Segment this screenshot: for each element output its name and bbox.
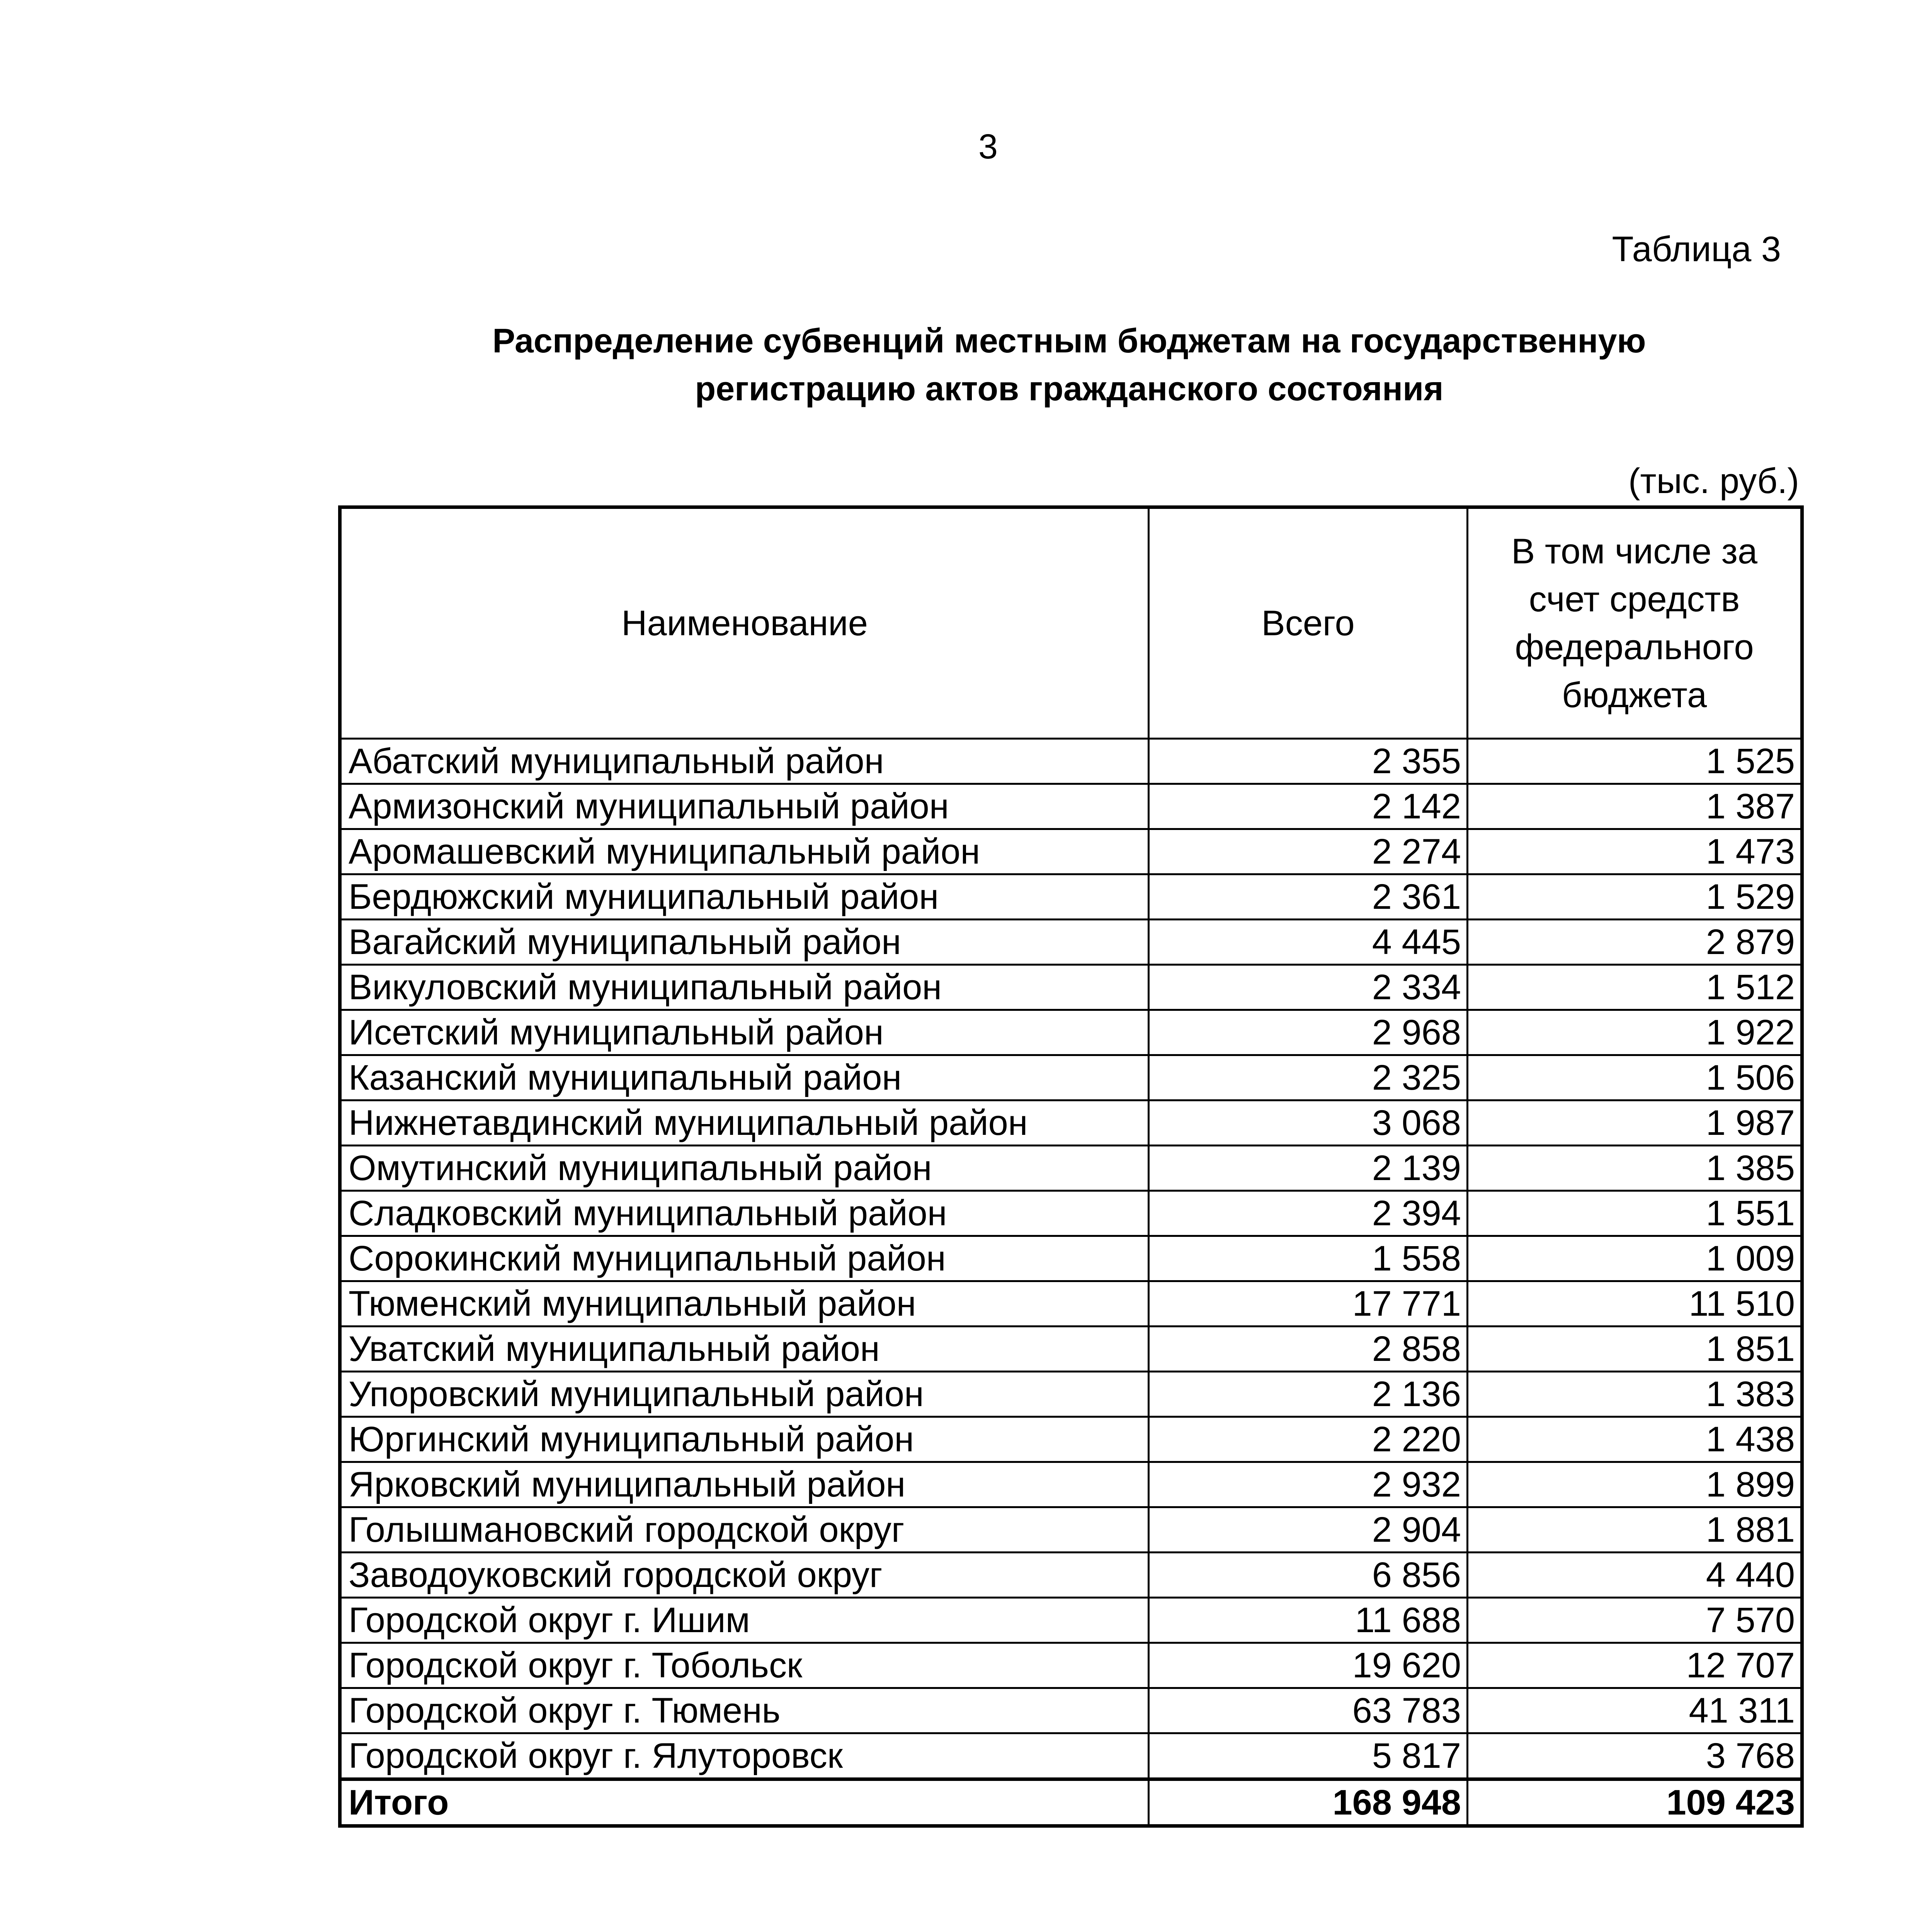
cell-total: 2 361: [1149, 874, 1468, 920]
cell-federal: 1 922: [1468, 1010, 1802, 1055]
cell-federal: 1 851: [1468, 1327, 1802, 1372]
cell-total: 2 142: [1149, 784, 1468, 829]
cell-name: Армизонский муниципальный район: [340, 784, 1149, 829]
cell-federal: 1 529: [1468, 874, 1802, 920]
cell-name: Итого: [340, 1779, 1149, 1826]
cell-name: Городской округ г. Ишим: [340, 1598, 1149, 1643]
cell-federal: 2 879: [1468, 920, 1802, 965]
header-name: Наименование: [340, 507, 1149, 739]
cell-federal: 1 385: [1468, 1146, 1802, 1191]
cell-name: Исетский муниципальный район: [340, 1010, 1149, 1055]
header-row: [340, 507, 1802, 739]
table-row: [340, 784, 1802, 829]
title-line-1: Распределение субвенций местным бюджетам на государственную: [492, 321, 1646, 360]
table-title: [338, 317, 1800, 413]
cell-total: 17 771: [1149, 1281, 1468, 1327]
cell-name: Бердюжский муниципальный район: [340, 874, 1149, 920]
table-row: [340, 1055, 1802, 1100]
table-row: [340, 1507, 1802, 1553]
cell-total: 2 334: [1149, 965, 1468, 1010]
table-row: [340, 1553, 1802, 1598]
cell-total: 2 904: [1149, 1507, 1468, 1553]
header-total: Всего: [1149, 507, 1468, 739]
cell-federal: 12 707: [1468, 1643, 1802, 1688]
cell-name: Юргинский муниципальный район: [340, 1417, 1149, 1462]
cell-federal: 1 383: [1468, 1372, 1802, 1417]
page-number: 3: [978, 128, 998, 166]
units-label: (тыс. руб.): [1628, 461, 1799, 501]
table-row: [340, 920, 1802, 965]
cell-federal: 1 881: [1468, 1507, 1802, 1553]
cell-total: 2 136: [1149, 1372, 1468, 1417]
cell-total: 6 856: [1149, 1553, 1468, 1598]
cell-federal: 1 987: [1468, 1100, 1802, 1146]
table-row: [340, 1643, 1802, 1688]
table-row: [340, 1191, 1802, 1236]
cell-federal: 1 551: [1468, 1191, 1802, 1236]
cell-name: Аромашевский муниципальный район: [340, 829, 1149, 874]
table-row: [340, 1236, 1802, 1281]
cell-name: Уватский муниципальный район: [340, 1327, 1149, 1372]
cell-total: 2 274: [1149, 829, 1468, 874]
cell-total: 4 445: [1149, 920, 1468, 965]
cell-total: 2 355: [1149, 739, 1468, 784]
cell-name: Голышмановский городской округ: [340, 1507, 1149, 1553]
header-federal: В том числе за счет средств федерального бюджета: [1468, 507, 1802, 739]
cell-federal: 1 506: [1468, 1055, 1802, 1100]
cell-federal: 1 525: [1468, 739, 1802, 784]
table-row: [340, 1462, 1802, 1507]
table-row: [340, 874, 1802, 920]
cell-total: 2 932: [1149, 1462, 1468, 1507]
cell-total: 2 968: [1149, 1010, 1468, 1055]
cell-total: 63 783: [1149, 1688, 1468, 1733]
table-row: [340, 1733, 1802, 1779]
cell-name: Городской округ г. Тобольск: [340, 1643, 1149, 1688]
cell-federal: 4 440: [1468, 1553, 1802, 1598]
cell-total: 2 139: [1149, 1146, 1468, 1191]
cell-name: Ярковский муниципальный район: [340, 1462, 1149, 1507]
table-row: [340, 1010, 1802, 1055]
table-row: [340, 1327, 1802, 1372]
table-row: [340, 1146, 1802, 1191]
cell-total: 19 620: [1149, 1643, 1468, 1688]
cell-name: Абатский муниципальный район: [340, 739, 1149, 784]
table-row: [340, 965, 1802, 1010]
cell-name: Казанский муниципальный район: [340, 1055, 1149, 1100]
cell-name: Городской округ г. Ялуторовск: [340, 1733, 1149, 1779]
table-row: [340, 1372, 1802, 1417]
cell-name: Викуловский муниципальный район: [340, 965, 1149, 1010]
cell-name: Сладковский муниципальный район: [340, 1191, 1149, 1236]
cell-federal: 1 473: [1468, 829, 1802, 874]
table-body: [340, 739, 1802, 1826]
cell-total: 2 394: [1149, 1191, 1468, 1236]
cell-federal: 7 570: [1468, 1598, 1802, 1643]
table-label: Таблица 3: [1612, 230, 1781, 269]
cell-name: Городской округ г. Тюмень: [340, 1688, 1149, 1733]
cell-federal: 1 512: [1468, 965, 1802, 1010]
cell-name: Упоровский муниципальный район: [340, 1372, 1149, 1417]
total-row: [340, 1779, 1802, 1826]
cell-name: Тюменский муниципальный район: [340, 1281, 1149, 1327]
cell-federal: 109 423: [1468, 1779, 1802, 1826]
table-row: [340, 1281, 1802, 1327]
table-row: [340, 1417, 1802, 1462]
cell-federal: 1 387: [1468, 784, 1802, 829]
cell-total: 168 948: [1149, 1779, 1468, 1826]
table-row: [340, 1100, 1802, 1146]
table-row: [340, 1688, 1802, 1733]
subventions-table: [338, 505, 1804, 1828]
cell-total: 1 558: [1149, 1236, 1468, 1281]
table-row: [340, 739, 1802, 784]
cell-name: Нижнетавдинский муниципальный район: [340, 1100, 1149, 1146]
cell-total: 3 068: [1149, 1100, 1468, 1146]
cell-federal: 41 311: [1468, 1688, 1802, 1733]
cell-federal: 3 768: [1468, 1733, 1802, 1779]
cell-name: Заводоуковский городской округ: [340, 1553, 1149, 1598]
cell-total: 2 325: [1149, 1055, 1468, 1100]
cell-name: Омутинский муниципальный район: [340, 1146, 1149, 1191]
cell-name: Сорокинский муниципальный район: [340, 1236, 1149, 1281]
cell-total: 5 817: [1149, 1733, 1468, 1779]
cell-federal: 1 899: [1468, 1462, 1802, 1507]
cell-total: 2 858: [1149, 1327, 1468, 1372]
cell-total: 11 688: [1149, 1598, 1468, 1643]
cell-federal: 1 009: [1468, 1236, 1802, 1281]
table-row: [340, 829, 1802, 874]
cell-name: Вагайский муниципальный район: [340, 920, 1149, 965]
cell-total: 2 220: [1149, 1417, 1468, 1462]
title-line-2: регистрацию актов гражданского состояния: [695, 369, 1444, 408]
table-row: [340, 1598, 1802, 1643]
cell-federal: 1 438: [1468, 1417, 1802, 1462]
cell-federal: 11 510: [1468, 1281, 1802, 1327]
